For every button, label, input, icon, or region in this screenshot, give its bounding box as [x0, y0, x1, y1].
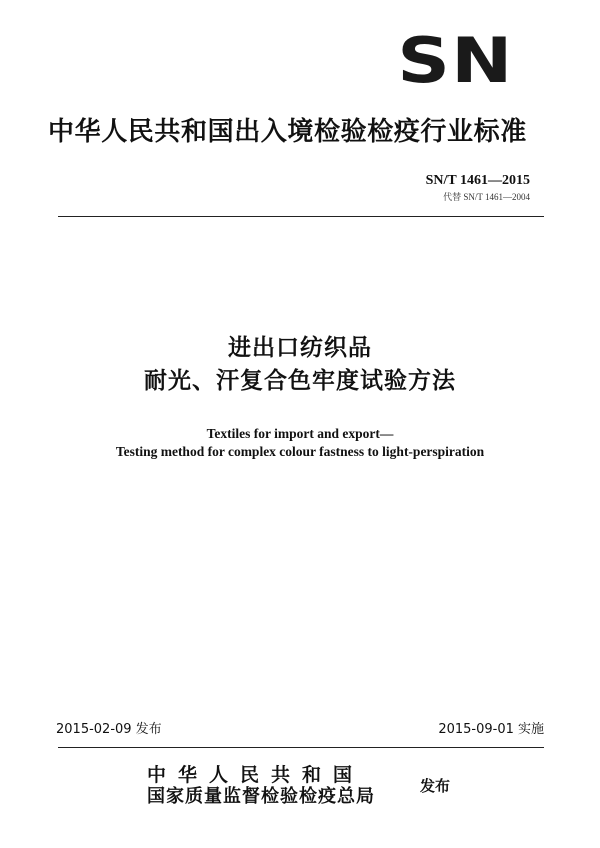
english-title-line-2: Testing method for complex colour fastness to light-perspiration: [115, 444, 485, 459]
english-title-line-1: Textiles for import and export—: [206, 426, 394, 441]
publisher-block: [147, 765, 375, 807]
standard-number: SN/T 1461—2015: [425, 173, 530, 188]
issue-date: 2015-02-09 发布: [56, 722, 162, 737]
publisher-suffix: 发布: [420, 777, 451, 795]
publisher-country: 中华人民共和国: [147, 764, 365, 786]
sn-logo: SN: [397, 24, 514, 97]
chinese-title-line-2: 耐光、汗复合色牢度试验方法: [144, 368, 456, 394]
implementation-date: 2015-09-01 实施: [438, 722, 544, 737]
replaces-standard: 代替 SN/T 1461—2004: [443, 192, 530, 202]
chinese-title-line-1: 进出口纺织品: [228, 335, 372, 361]
bottom-divider: [58, 747, 544, 748]
standard-category-title: 中华人民共和国出入境检验检疫行业标准: [48, 117, 527, 147]
publisher-agency: 国家质量监督检验检疫总局: [147, 785, 375, 807]
top-divider: [58, 216, 544, 217]
